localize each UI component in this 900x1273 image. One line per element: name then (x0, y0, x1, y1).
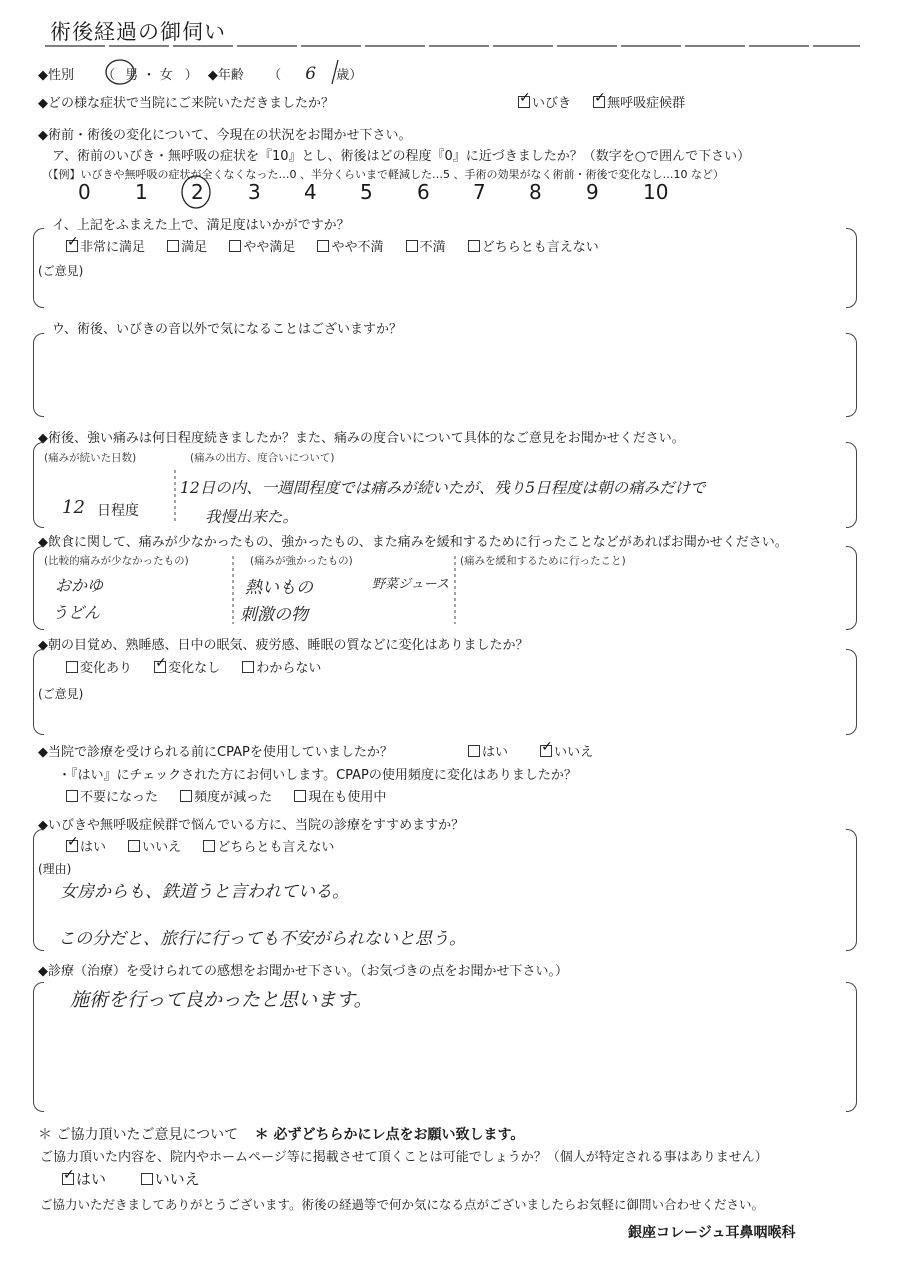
q1-opt1: いびき (532, 96, 572, 111)
q6-no-checkbox[interactable] (540, 745, 552, 757)
scale-2[interactable]: 2 (191, 180, 204, 204)
q-i-options (66, 236, 617, 255)
q7-text: ◆いびきや無呼吸症候群で悩んでいる方に、当院の診療をすすめますか？ (38, 818, 465, 833)
q-i-opt-3: やや満足 (243, 240, 296, 255)
gender-male: 男 (125, 68, 139, 83)
scale-6[interactable]: 6 (417, 180, 430, 204)
q2-text: ◆術前・術後の変化について、今現在の状況をお聞かせ下さい。 (38, 128, 412, 143)
q-i-opt-6: どちらとも言えない (481, 240, 599, 255)
q6-sub-options (66, 786, 404, 805)
q8-text: ◆診療（治療）を受けられての感想をお聞かせ下さい。（お気づきの点をお聞かせ下さい。） (38, 964, 568, 979)
q6-no: いいえ (554, 745, 594, 760)
q-i-opt-4: やや不満 (331, 240, 384, 255)
q7-opt-2: いいえ (142, 840, 182, 855)
q6-options (468, 741, 593, 760)
q2-a-text: ア、術前のいびき・無呼吸の症状を『10』とし、術後はどの程度『0』に近づきましたか？（数字を○で囲んで下さい） (52, 149, 751, 164)
gender-dot: ・ (142, 68, 156, 83)
q-i-checkbox-2[interactable] (167, 240, 179, 252)
q4-col1-label: (比較的痛みが少なかったもの) (44, 555, 189, 567)
q7-opt-1: はい (80, 840, 107, 855)
scale-9[interactable]: 9 (586, 180, 599, 204)
q8-bracket-right (846, 982, 857, 1112)
gender-female: 女 (159, 68, 173, 83)
scale-4[interactable]: 4 (304, 180, 317, 204)
q-i-opt-1: 非常に満足 (80, 240, 146, 255)
q6-sub-checkbox-2[interactable] (180, 790, 192, 802)
q6-sub-text: ・『はい』にチェックされた方にお伺いします。CPAPの使用頻度に変化はありましたか？ (58, 768, 577, 783)
q7-opt-3: どちらとも言えない (217, 840, 335, 855)
q6-sub-opt-1: 不要になった (80, 790, 159, 805)
q1-snoring-checkbox[interactable] (518, 96, 530, 108)
q-i-bracket-right (846, 228, 857, 308)
q4-col3-label: (痛みを緩和するために行ったこと) (460, 555, 626, 567)
q6-sub-opt-3: 現在も使用中 (308, 790, 387, 805)
scale-7[interactable]: 7 (473, 180, 486, 204)
q5-opt-3: わからない (256, 661, 322, 676)
consent-no: いいえ (154, 1170, 200, 1188)
q4-col1-item-2: うどん (52, 603, 101, 622)
q5-checkbox-3[interactable] (242, 661, 254, 673)
clinic-name: 銀座コレージュ耳鼻咽喉科 (628, 1225, 796, 1241)
scale-1[interactable]: 1 (135, 180, 148, 204)
q4-col2-label: (痛みが強かったもの) (250, 555, 353, 567)
q4-col2-extra: 野菜ジュース (372, 577, 450, 592)
q7-bracket-right (846, 829, 857, 951)
q-i-text: イ、上記をふまえた上で、満足度はいかがですか？ (52, 218, 350, 233)
q7-checkbox-2[interactable] (128, 840, 140, 852)
q-i-checkbox-1[interactable] (66, 240, 78, 252)
q5-opt-2: 変化なし (168, 661, 221, 676)
gender-label: ◆性別 (38, 68, 74, 83)
q3-detail-line2: 我慢出来た。 (205, 508, 299, 526)
q2-example: （【例】いびきや無呼吸の症状が全くなくなった…0 、半分くらいまで軽減した…5 、手術の効果がなく術前・術後で変化なし…10 など） (42, 168, 724, 181)
q-u-text: ウ、術後、いびきの音以外で気になることはございますか？ (52, 322, 402, 337)
q6-sub-checkbox-1[interactable] (66, 790, 78, 802)
q-i-checkbox-6[interactable] (468, 240, 480, 252)
q7-reason-line1: 女房からも、鉄道うと言われている。 (60, 882, 349, 902)
page-title: 術後経過の御伺い (50, 20, 226, 44)
q7-reason-label: (理由) (38, 862, 72, 876)
q5-checkbox-1[interactable] (66, 661, 78, 673)
q5-opt-1: 変化あり (80, 661, 133, 676)
gender-row (38, 64, 362, 84)
q8-answer: 施術を行って良かったと思います。 (70, 989, 373, 1011)
q-i-checkbox-4[interactable] (317, 240, 329, 252)
footer-consent: ご協力頂いた内容を、院内やホームページ等に掲載させて頂くことは可能でしょうか？（個人が特定される事はありません） (40, 1150, 768, 1165)
q1-apnea-checkbox[interactable] (593, 96, 605, 108)
q4-text: ◆飲食に関して、痛みが少なかったもの、強かったもの、また痛みを緩和するために行ったことなどがあればお聞かせください。 (38, 535, 788, 550)
q-u-bracket-right (846, 333, 857, 417)
scale-0[interactable]: 0 (78, 180, 91, 204)
q3-bracket-left (33, 442, 44, 528)
q4-col1-item-1: おかゆ (55, 576, 104, 595)
q5-bracket-right (846, 649, 857, 735)
footer-note (38, 1124, 524, 1144)
scale-10[interactable]: 10 (643, 180, 669, 204)
consent-no-checkbox[interactable] (141, 1173, 153, 1185)
scale-8[interactable]: 8 (529, 180, 542, 204)
q5-comment-label: (ご意見) (38, 687, 84, 701)
footer-star2: ＊ 必ずどちらかにレ点をお願い致します。 (254, 1127, 525, 1143)
q5-text: ◆朝の目覚め、熟睡感、日中の眠気、疲労感、睡眠の質などに変化はありましたか？ (38, 638, 529, 653)
q-i-checkbox-3[interactable] (229, 240, 241, 252)
scale-3[interactable]: 3 (248, 180, 261, 204)
footer-star1: ＊ ご協力頂いたご意見について (38, 1127, 239, 1143)
q6-yes-checkbox[interactable] (468, 745, 480, 757)
q-i-opt-5: 不満 (419, 240, 446, 255)
age-label: ◆年齢 (207, 68, 244, 83)
q7-checkbox-3[interactable] (203, 840, 215, 852)
q1-text: ◆どの様な症状で当院にご来院いただきましたか？ (38, 96, 334, 111)
q7-checkbox-1[interactable] (66, 840, 78, 852)
q4-col2-item-2: 刺激の物 (240, 605, 308, 625)
q7-options (66, 836, 352, 855)
q-i-comment-label: (ご意見) (38, 264, 84, 278)
q6-sub-checkbox-3[interactable] (294, 790, 306, 802)
age-open: （ (268, 68, 282, 83)
q3-detail-label: (痛みの出方、度合いについて) (190, 452, 335, 464)
q-i-opt-2: 満足 (181, 240, 208, 255)
footer-consent-options (62, 1168, 200, 1189)
q6-sub-opt-2: 頻度が減った (194, 790, 273, 805)
q4-bracket-right (846, 546, 857, 630)
q3-text: ◆術後、強い痛みは何日程度続きましたか？また、痛みの度合いについて具体的なご意見をお聞かせください。 (38, 431, 685, 446)
q-i-checkbox-5[interactable] (406, 240, 418, 252)
q7-reason-line2: この分だと、旅行に行っても不安がられないと思う。 (58, 929, 466, 949)
q3-days-unit: 日程度 (97, 503, 139, 519)
q3-detail-line1: 12日の内、一週間程度では痛みが続いたが、残り5日程度は朝の痛みだけで (180, 479, 706, 497)
scale-5[interactable]: 5 (360, 180, 373, 204)
q1-opt2: 無呼吸症候群 (607, 96, 686, 111)
q5-checkbox-2[interactable] (154, 661, 166, 673)
footer-thanks: ご協力いただきましてありがとうございます。術後の経過等で何か気になる点がございましたらお気軽に御問い合わせください。 (40, 1197, 765, 1212)
q-u-bracket-left (33, 333, 44, 417)
gender-close: ） (184, 68, 198, 83)
q3-bracket-right (846, 442, 857, 528)
consent-yes-checkbox[interactable] (62, 1173, 74, 1185)
consent-yes: はい (76, 1170, 107, 1188)
age-unit: 歳） (336, 68, 363, 83)
q3-days-label: (痛みが続いた日数) (44, 452, 137, 464)
q1-options (518, 92, 685, 111)
q4-col2-item-1: 熱いもの (245, 578, 313, 598)
q8-bracket-left (33, 982, 44, 1112)
q6-text: ◆当院で診療を受けられる前にCPAPを使用していましたか？ (38, 745, 393, 760)
q3-days-value: 12 (62, 497, 85, 518)
age-value: 6 (305, 64, 317, 84)
q4-bracket-left (33, 546, 44, 630)
q6-yes: はい (482, 745, 509, 760)
q7-bracket-left (33, 829, 44, 951)
q5-options (66, 657, 339, 676)
gender-open: （ (102, 68, 116, 83)
